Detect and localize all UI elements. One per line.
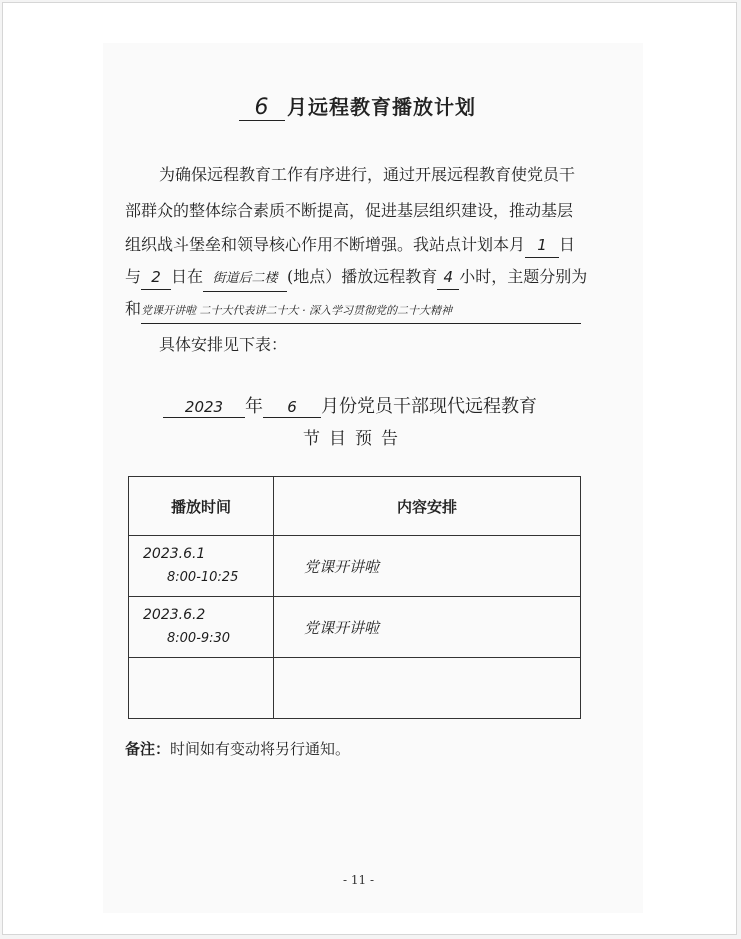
- schedule-heading-text: 月份党员干部现代远程教育: [321, 396, 537, 417]
- intro-line-4-prefix: 与: [125, 267, 142, 286]
- day-1-value: 1: [537, 236, 547, 254]
- page-title: [239, 91, 476, 121]
- intro-line-3: [125, 233, 595, 258]
- row-content: 党课开讲啦: [304, 558, 380, 576]
- document-page: [2, 2, 737, 935]
- schedule-month-blank: [263, 397, 321, 418]
- intro-line-4-mid: (地点）播放远程教育: [287, 267, 438, 286]
- table-row: [129, 536, 581, 597]
- schedule-subtitle: 节目预告: [303, 429, 407, 449]
- day-2-blank: [141, 265, 171, 290]
- content-cell: [274, 597, 581, 658]
- place-blank: [203, 265, 287, 292]
- time-cell: [129, 658, 274, 719]
- page-number: - 11 -: [343, 873, 375, 887]
- schedule-table: [128, 476, 581, 719]
- note-label: 备注：: [125, 740, 171, 758]
- hours-value: 4: [443, 268, 454, 286]
- table-header-row: [129, 477, 581, 536]
- content-cell: [274, 658, 581, 719]
- topics-blank: [141, 297, 581, 324]
- schedule-month-value: 6: [287, 398, 297, 416]
- title-month: 6: [239, 95, 285, 121]
- row-content: 党课开讲啦: [304, 619, 380, 637]
- table-row: [129, 658, 581, 719]
- intro-line-4-text: 日在: [171, 267, 204, 286]
- note-text: 时间如有变动将另行通知。: [170, 740, 351, 758]
- row-time: 8:00-10:25: [167, 570, 239, 585]
- place-value: 街道后二楼: [212, 271, 278, 286]
- header-content: 内容安排: [274, 477, 581, 536]
- intro-line-4-suffix: 小时，主题分别为: [459, 267, 588, 286]
- day-1-blank: [525, 233, 559, 258]
- content-cell: [274, 536, 581, 597]
- time-cell: [129, 536, 274, 597]
- table-row: [129, 597, 581, 658]
- hours-blank: [437, 265, 459, 290]
- row-time: 8:00-9:30: [167, 631, 231, 646]
- topics-value: 党课开讲啦 二十大代表讲二十大 · 深入学习贯彻党的二十大精神: [141, 304, 452, 317]
- row-date: 2023.6.1: [143, 546, 206, 562]
- time-cell: [129, 597, 274, 658]
- intro-line-3-suffix: 日: [559, 235, 576, 254]
- year-value: 2023: [184, 398, 224, 416]
- intro-line-5: [125, 297, 595, 324]
- intro-line-4: [125, 265, 595, 292]
- row-date: 2023.6.2: [143, 607, 206, 623]
- intro-line-3-text: 组织战斗堡垒和领导核心作用不断增强。我站点计划本月: [125, 235, 526, 254]
- intro-line-2: 部群众的整体综合素质不断提高，促进基层组织建设，推动基层: [125, 201, 574, 220]
- day-2-value: 2: [151, 268, 161, 286]
- year-blank: [163, 397, 245, 418]
- schedule-heading: [163, 392, 583, 418]
- title-text: 月远程教育播放计划: [287, 95, 476, 119]
- year-label: 年: [245, 396, 263, 417]
- note: [125, 738, 350, 759]
- intro-line-1: 为确保远程教育工作有序进行，通过开展远程教育使党员干: [159, 165, 576, 184]
- header-time: 播放时间: [129, 477, 274, 536]
- intro-line-6: 具体安排见下表：: [159, 335, 288, 354]
- intro-line-5-prefix: 和: [125, 299, 142, 318]
